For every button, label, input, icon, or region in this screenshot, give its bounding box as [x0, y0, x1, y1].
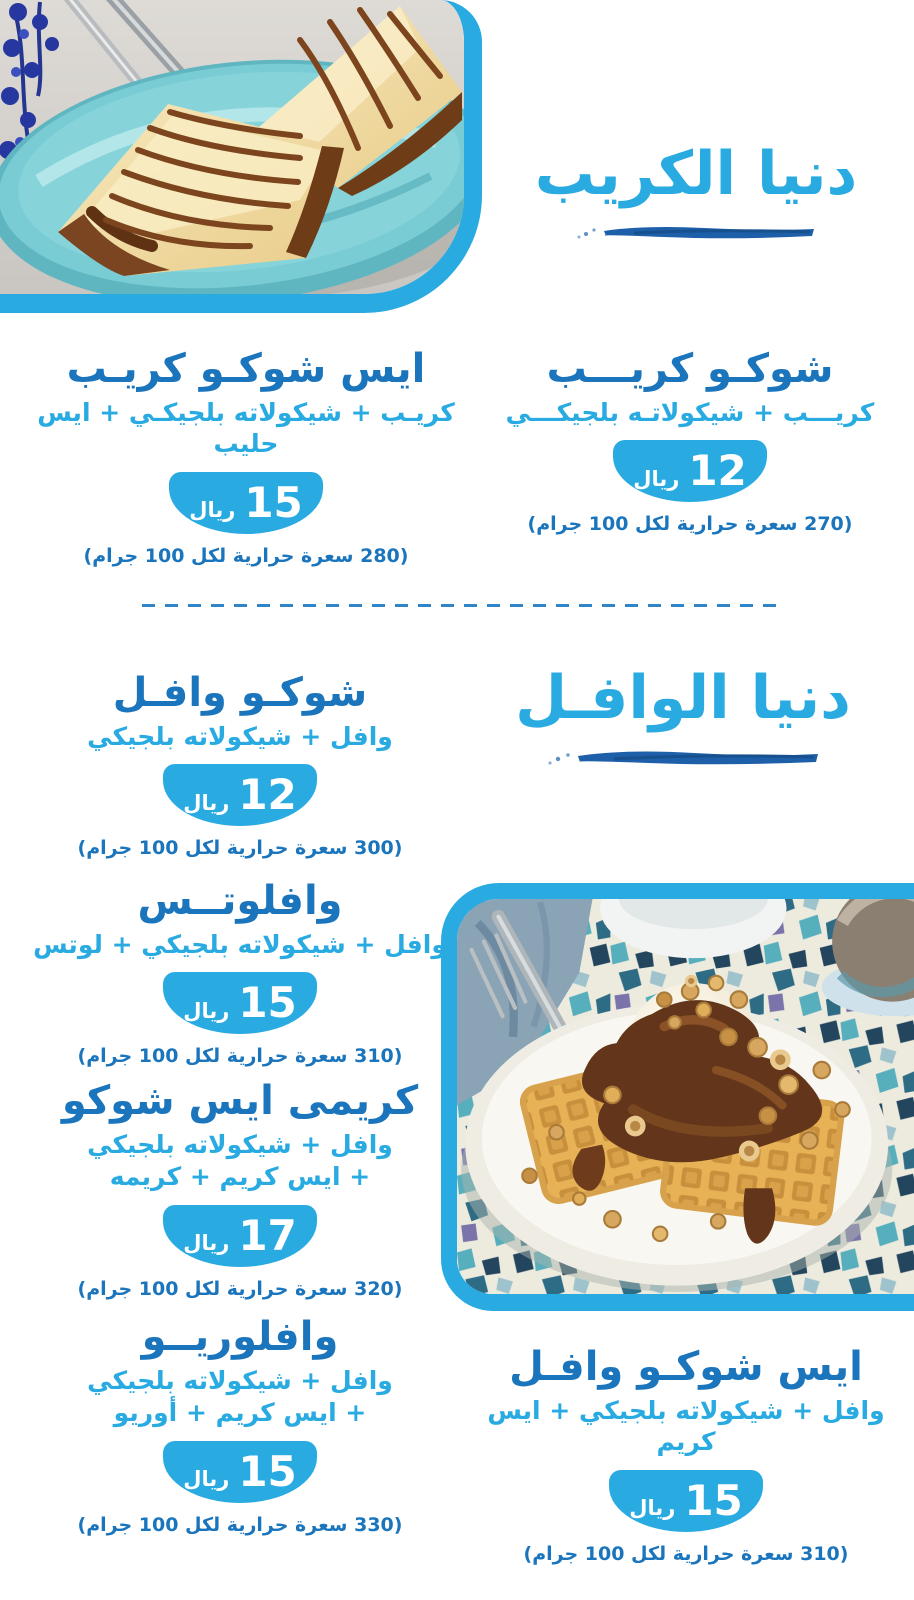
price-badge [163, 1205, 317, 1267]
price-value: 15 [684, 1475, 743, 1525]
price-value: 15 [244, 477, 303, 527]
menu-item-choco-crepe [478, 346, 902, 535]
item-name: وافلوتــس [137, 878, 343, 924]
item-description: كريـب + شيكولاته بلجيكـي + ايس حليب [37, 398, 455, 459]
calories-note: (300 سعرة حرارية لكل 100 جرام) [77, 837, 403, 860]
item-description: وافل + شيكولاته بلجيكي [87, 722, 393, 751]
menu-item-creamy-ice-choco [28, 1078, 452, 1300]
item-name: وافلوريــو [141, 1314, 339, 1360]
item-description-line2: + ايس كريم + أوريو [113, 1398, 367, 1428]
calories-note: (310 سعرة حرارية لكل 100 جرام) [77, 1045, 403, 1068]
section-title-crepe: دنيا الكريب [534, 139, 858, 209]
item-name: شوكـو وافـل [112, 670, 368, 716]
dashed-divider [142, 604, 776, 607]
item-description-line1: وافل + شيكولاته بلجيكي [87, 1130, 393, 1159]
currency-label: ريال [183, 790, 230, 815]
waffle-photo-illustration [457, 899, 914, 1294]
currency-label: ريال [183, 1467, 230, 1491]
calories-note: (330 سعرة حرارية لكل 100 جرام) [77, 1513, 403, 1536]
item-name: ايس شوكـو كريـب [66, 346, 426, 392]
section-title-waffle: دنيا الوافـل [515, 663, 851, 733]
item-description: وافل + شيكولاته بلجيكي + ايس كريم [487, 1396, 885, 1457]
currency-label: ريال [183, 1231, 230, 1255]
price-value: 12 [688, 446, 747, 496]
item-description-line2: + ايس كريم + كريمه [109, 1162, 371, 1192]
menu-item-choco-waffle [28, 670, 452, 859]
price-badge [169, 472, 323, 534]
calories-note: (310 سعرة حرارية لكل 100 جرام) [523, 1542, 849, 1565]
currency-label: ريال [633, 466, 680, 491]
section-header-waffle [478, 664, 888, 767]
crepe-photo [0, 0, 482, 313]
price-badge [163, 1441, 317, 1503]
currency-label: ريال [183, 998, 230, 1023]
price-badge [609, 1470, 763, 1532]
price-badge [613, 440, 767, 502]
brush-underline-icon [544, 747, 822, 767]
menu-item-ice-choco-waffle [466, 1344, 906, 1565]
menu-item-ice-choco-crepe [24, 346, 468, 567]
crepe-photo-illustration [0, 0, 464, 294]
currency-label: ريال [629, 1496, 676, 1520]
price-badge [163, 764, 317, 826]
calories-note: (320 سعرة حرارية لكل 100 جرام) [77, 1277, 403, 1300]
price-value: 15 [238, 978, 297, 1028]
item-description: كريـــب + شيكولاتـه بلجيكـــي [505, 398, 875, 427]
waffle-photo [441, 883, 914, 1311]
price-value: 12 [238, 770, 297, 820]
calories-note: (270 سعرة حرارية لكل 100 جرام) [527, 513, 853, 536]
menu-item-wafflotus [28, 878, 452, 1067]
item-description-line1: وافل + شيكولاته بلجيكي [87, 1366, 393, 1395]
price-value: 15 [238, 1446, 297, 1496]
calories-note: (280 سعرة حرارية لكل 100 جرام) [83, 544, 409, 567]
section-header-crepe [498, 140, 894, 241]
item-name: شوكـو كريـــب [546, 346, 834, 392]
menu-item-waffloreo [28, 1314, 452, 1536]
price-value: 17 [238, 1210, 297, 1260]
item-name: ايس شوكـو وافـل [509, 1344, 863, 1390]
currency-label: ريال [189, 498, 236, 522]
brush-underline-icon [574, 223, 818, 241]
item-description: وافل + شيكولاته بلجيكي + لوتس [33, 930, 447, 959]
price-badge [163, 972, 317, 1034]
item-name: كريمى ايس شوكو [61, 1078, 419, 1124]
